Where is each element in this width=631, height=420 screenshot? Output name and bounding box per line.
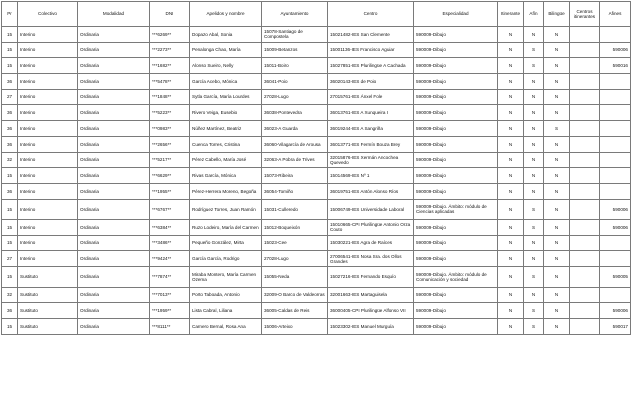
table-row	[2, 105, 631, 121]
cell-afin: N	[524, 168, 544, 184]
cell-bilingue: N	[544, 220, 570, 236]
cell-centros-itinerantes	[570, 267, 600, 288]
cell-centro: 36019244-IES A Sangriña	[328, 121, 414, 137]
cell-colectivo: Sustituto	[18, 267, 78, 288]
cell-modalidad: Ordinaria	[78, 136, 150, 152]
cell-nombre: Rivero Veiga, Eusebio	[190, 105, 262, 121]
cell-ayuntamiento: 15006-Arteixo	[262, 319, 328, 335]
cell-dni: ***9424**	[150, 251, 190, 267]
cell-nombre: Ruzo Lodeiro, María del Carmen	[190, 220, 262, 236]
cell-afines: 590005	[600, 267, 631, 288]
cell-ayuntamiento: 27028-Lugo	[262, 251, 328, 267]
cell-colectivo: Interino	[18, 105, 78, 121]
cell-bilingue: N	[544, 89, 570, 105]
cell-centro: 15021482-IES San Clemente	[328, 27, 414, 43]
cell-ayuntamiento: 36023-A Guarda	[262, 121, 328, 137]
table-row	[2, 89, 631, 105]
cell-pr: 36	[2, 121, 18, 137]
cell-modalidad: Ordinaria	[78, 168, 150, 184]
cell-dni: ***6269**	[150, 27, 190, 43]
cell-centro: 15027216-IES Fernando Esquío	[328, 267, 414, 288]
cell-ayuntamiento: 15078-Santiago de Compostela	[262, 27, 328, 43]
header-colectivo: Colectivo	[18, 2, 78, 27]
cell-afines: 590017	[600, 319, 631, 335]
cell-colectivo: Interino	[18, 58, 78, 74]
cell-centro: 15030221-IES Agra de Raíces	[328, 235, 414, 251]
header-especialidad: Especialidad	[414, 2, 498, 27]
cell-afin: S	[524, 303, 544, 319]
cell-dni: ***5217**	[150, 152, 190, 168]
cell-bilingue: N	[544, 287, 570, 303]
cell-nombre: Dopazo Abal, Sonia	[190, 27, 262, 43]
cell-dni: ***5478**	[150, 74, 190, 90]
cell-afin: S	[524, 42, 544, 58]
cell-bilingue: N	[544, 74, 570, 90]
cell-afines	[600, 74, 631, 90]
table-row	[2, 27, 631, 43]
cell-nombre: Pérez Cabello, María José	[190, 152, 262, 168]
cell-colectivo: Interino	[18, 235, 78, 251]
cell-centros-itinerantes	[570, 251, 600, 267]
table-row	[2, 168, 631, 184]
cell-nombre: Carnero Bernal, Rosa Ana	[190, 319, 262, 335]
cell-centro: 36019751-IES Antón Alonso Ríos	[328, 183, 414, 199]
cell-dni: ***1848**	[150, 89, 190, 105]
table-row	[2, 42, 631, 58]
cell-afines: 590006	[600, 199, 631, 220]
cell-afines: 590006	[600, 303, 631, 319]
cell-afines	[600, 251, 631, 267]
cell-bilingue: N	[544, 27, 570, 43]
table-row	[2, 220, 631, 236]
table-row	[2, 319, 631, 335]
cell-centros-itinerantes	[570, 287, 600, 303]
header-bilingue: Bilingüe	[544, 2, 570, 27]
table-row	[2, 267, 631, 288]
cell-afin: S	[524, 58, 544, 74]
cell-afin: N	[524, 74, 544, 90]
cell-pr: 15	[2, 27, 18, 43]
cell-nombre: García García, Rodrigo	[190, 251, 262, 267]
cell-ayuntamiento: 15023-Cee	[262, 235, 328, 251]
cell-centros-itinerantes	[570, 199, 600, 220]
cell-modalidad: Ordinaria	[78, 58, 150, 74]
cell-afin: N	[524, 287, 544, 303]
header-ayuntamiento: Ayuntamiento	[262, 2, 328, 27]
cell-dni: ***3486**	[150, 235, 190, 251]
cell-colectivo: Interino	[18, 89, 78, 105]
cell-itinerante: N	[498, 267, 524, 288]
cell-afin: N	[524, 152, 544, 168]
table-row	[2, 303, 631, 319]
cell-afin: S	[524, 220, 544, 236]
cell-afin: S	[524, 267, 544, 288]
cell-especialidad: 590009-Dibujo	[414, 152, 498, 168]
cell-colectivo: Interino	[18, 42, 78, 58]
cell-afines	[600, 27, 631, 43]
cell-dni: ***2656**	[150, 136, 190, 152]
cell-modalidad: Ordinaria	[78, 220, 150, 236]
cell-bilingue: S	[544, 121, 570, 137]
header-afines: Afines	[600, 2, 631, 27]
cell-modalidad: Ordinaria	[78, 121, 150, 137]
cell-dni: ***7013**	[150, 287, 190, 303]
cell-centros-itinerantes	[570, 136, 600, 152]
table-row	[2, 199, 631, 220]
cell-centro: 32001663-IES Martaguisela	[328, 287, 414, 303]
cell-afin: N	[524, 121, 544, 137]
cell-centro: 15001136-IES Francisco Aguiar	[328, 42, 414, 58]
cell-nombre: Alonso Sueiro, Nelly	[190, 58, 262, 74]
cell-itinerante: N	[498, 42, 524, 58]
cell-modalidad: Ordinaria	[78, 251, 150, 267]
cell-modalidad: Ordinaria	[78, 267, 150, 288]
cell-modalidad: Ordinaria	[78, 42, 150, 58]
cell-bilingue: N	[544, 105, 570, 121]
cell-dni: ***6384**	[150, 220, 190, 236]
header-dni: DNI	[150, 2, 190, 27]
cell-modalidad: Ordinaria	[78, 105, 150, 121]
cell-centro: 15006749-IES Universidade Laboral	[328, 199, 414, 220]
cell-especialidad: 590009-Dibujo	[414, 121, 498, 137]
cell-especialidad: 590009-Dibujo	[414, 168, 498, 184]
cell-colectivo: Interino	[18, 152, 78, 168]
cell-colectivo: Sustituto	[18, 287, 78, 303]
cell-especialidad: 590009-Dibujo	[414, 220, 498, 236]
cell-ayuntamiento: 15031-Culleredo	[262, 199, 328, 220]
cell-especialidad: 590009-Dibujo	[414, 42, 498, 58]
cell-pr: 36	[2, 183, 18, 199]
cell-itinerante: N	[498, 251, 524, 267]
cell-dni: ***2273**	[150, 42, 190, 58]
cell-afin: N	[524, 235, 544, 251]
cell-afin: N	[524, 251, 544, 267]
cell-nombre: Rodríguez Torres, Juan Ramón	[190, 199, 262, 220]
cell-centros-itinerantes	[570, 27, 600, 43]
cell-centros-itinerantes	[570, 105, 600, 121]
cell-centros-itinerantes	[570, 42, 600, 58]
cell-afin: N	[524, 27, 544, 43]
cell-afin: N	[524, 183, 544, 199]
cell-centro: 15014569-IES Nº 1	[328, 168, 414, 184]
cell-especialidad: 590009-Dibujo	[414, 303, 498, 319]
cell-modalidad: Ordinaria	[78, 319, 150, 335]
cell-dni: ***8111**	[150, 319, 190, 335]
cell-itinerante: N	[498, 168, 524, 184]
table-row	[2, 58, 631, 74]
cell-pr: 27	[2, 251, 18, 267]
cell-colectivo: Sustituto	[18, 319, 78, 335]
cell-pr: 15	[2, 267, 18, 288]
cell-afin: S	[524, 199, 544, 220]
cell-centros-itinerantes	[570, 303, 600, 319]
cell-afines	[600, 121, 631, 137]
cell-dni: ***1959**	[150, 303, 190, 319]
cell-especialidad: 590009-Dibujo	[414, 319, 498, 335]
cell-colectivo: Interino	[18, 183, 78, 199]
cell-colectivo: Interino	[18, 74, 78, 90]
cell-pr: 27	[2, 89, 18, 105]
cell-nombre: Miraba Montero, María Carmen Ozema	[190, 267, 262, 288]
assignments-table	[1, 1, 631, 335]
cell-afines	[600, 152, 631, 168]
cell-centros-itinerantes	[570, 152, 600, 168]
cell-ayuntamiento: 32009-O Barco de Valdeorras	[262, 287, 328, 303]
cell-colectivo: Interino	[18, 27, 78, 43]
cell-centros-itinerantes	[570, 89, 600, 105]
cell-afin: N	[524, 136, 544, 152]
cell-itinerante: N	[498, 136, 524, 152]
cell-centro: 27006541-IES Nosa Sra. dos Ollos Grandes	[328, 251, 414, 267]
header-row	[2, 2, 631, 27]
cell-modalidad: Ordinaria	[78, 235, 150, 251]
cell-centros-itinerantes	[570, 183, 600, 199]
cell-centros-itinerantes	[570, 220, 600, 236]
table-row	[2, 121, 631, 137]
cell-dni: ***0983**	[150, 121, 190, 137]
cell-itinerante: N	[498, 74, 524, 90]
cell-modalidad: Ordinaria	[78, 303, 150, 319]
cell-itinerante: N	[498, 89, 524, 105]
cell-modalidad: Ordinaria	[78, 199, 150, 220]
cell-nombre: Sytla García, María Lourdes	[190, 89, 262, 105]
cell-centro: 27015761-IES Ánxel Fole	[328, 89, 414, 105]
cell-modalidad: Ordinaria	[78, 74, 150, 90]
cell-nombre: Pequeño González, Mirta	[190, 235, 262, 251]
cell-ayuntamiento: 36060-Vilagarcía de Arousa	[262, 136, 328, 152]
cell-dni: ***6629**	[150, 168, 190, 184]
cell-itinerante: N	[498, 303, 524, 319]
cell-pr: 15	[2, 220, 18, 236]
cell-bilingue: N	[544, 251, 570, 267]
cell-pr: 15	[2, 168, 18, 184]
cell-bilingue: N	[544, 168, 570, 184]
cell-afines	[600, 287, 631, 303]
header-pr: Pr	[2, 2, 18, 27]
table-row	[2, 136, 631, 152]
cell-bilingue: N	[544, 303, 570, 319]
cell-ayuntamiento: 36038-Pontevedra	[262, 105, 328, 121]
cell-bilingue: N	[544, 267, 570, 288]
cell-ayuntamiento: 15009-Betanzos	[262, 42, 328, 58]
table-row	[2, 183, 631, 199]
cell-especialidad: 590009-Dibujo	[414, 74, 498, 90]
cell-colectivo: Interino	[18, 136, 78, 152]
cell-ayuntamiento: 36041-Poio	[262, 74, 328, 90]
cell-centro: 15023302-IES Manuel Murguía	[328, 319, 414, 335]
cell-bilingue: N	[544, 319, 570, 335]
table-row	[2, 235, 631, 251]
cell-afines: 590016	[600, 58, 631, 74]
cell-ayuntamiento: 15011-Boiro	[262, 58, 328, 74]
cell-centro: 36000405-CPI Plurilingüe Alfonso VII	[328, 303, 414, 319]
cell-ayuntamiento: 15073-Ribeira	[262, 168, 328, 184]
cell-pr: 15	[2, 235, 18, 251]
cell-nombre: Cuenca Torres, Cristina	[190, 136, 262, 152]
cell-centros-itinerantes	[570, 168, 600, 184]
cell-dni: ***1682**	[150, 58, 190, 74]
cell-itinerante: N	[498, 220, 524, 236]
cell-pr: 15	[2, 58, 18, 74]
cell-especialidad: 590009-Dibujo	[414, 235, 498, 251]
cell-pr: 15	[2, 319, 18, 335]
cell-afines	[600, 168, 631, 184]
cell-itinerante: N	[498, 121, 524, 137]
cell-especialidad: 590009-Dibujo	[414, 136, 498, 152]
cell-pr: 15	[2, 199, 18, 220]
cell-centros-itinerantes	[570, 235, 600, 251]
cell-itinerante: N	[498, 287, 524, 303]
cell-colectivo: Interino	[18, 121, 78, 137]
cell-nombre: Rivas García, Mónica	[190, 168, 262, 184]
cell-pr: 36	[2, 74, 18, 90]
cell-especialidad: 590009-Dibujo	[414, 183, 498, 199]
cell-nombre: García Acebo, Mónica	[190, 74, 262, 90]
cell-modalidad: Ordinaria	[78, 89, 150, 105]
cell-ayuntamiento: 27028-Lugo	[262, 89, 328, 105]
header-nombre: Apelidos y nombre	[190, 2, 262, 27]
cell-afines: 590006	[600, 42, 631, 58]
cell-dni: ***1955**	[150, 183, 190, 199]
cell-dni: ***6767**	[150, 199, 190, 220]
cell-bilingue: N	[544, 58, 570, 74]
cell-pr: 15	[2, 42, 18, 58]
table-row	[2, 152, 631, 168]
cell-afin: S	[524, 319, 544, 335]
cell-ayuntamiento: 15012-Boqueixón	[262, 220, 328, 236]
cell-nombre: Núñez Martínez, Beatriz	[190, 121, 262, 137]
cell-afines	[600, 89, 631, 105]
cell-afines: 590006	[600, 220, 631, 236]
cell-afines	[600, 136, 631, 152]
cell-afin: N	[524, 89, 544, 105]
cell-centro: 32015876-IES Xermán Ancochea Quevedo	[328, 152, 414, 168]
cell-ayuntamiento: 32063-A Pobra de Trives	[262, 152, 328, 168]
cell-itinerante: N	[498, 319, 524, 335]
cell-afin: N	[524, 105, 544, 121]
cell-bilingue: N	[544, 183, 570, 199]
cell-itinerante: N	[498, 58, 524, 74]
cell-ayuntamiento: 36054-Tomiño	[262, 183, 328, 199]
cell-colectivo: Interino	[18, 199, 78, 220]
cell-dni: ***7874**	[150, 267, 190, 288]
cell-especialidad: 590009-Dibujo	[414, 287, 498, 303]
cell-colectivo: Interino	[18, 220, 78, 236]
cell-itinerante: N	[498, 183, 524, 199]
cell-pr: 36	[2, 136, 18, 152]
header-centro: Centro	[328, 2, 414, 27]
cell-itinerante: N	[498, 235, 524, 251]
table-body	[2, 27, 631, 335]
cell-ayuntamiento: 15055-Neda	[262, 267, 328, 288]
cell-modalidad: Ordinaria	[78, 287, 150, 303]
cell-afines	[600, 105, 631, 121]
cell-modalidad: Ordinaria	[78, 183, 150, 199]
cell-modalidad: Ordinaria	[78, 152, 150, 168]
cell-itinerante: N	[498, 27, 524, 43]
cell-centro: 36013771-IES Fermín Bouza Brey	[328, 136, 414, 152]
cell-especialidad: 590009-Dibujo. Ámbito: módulo de Comunicación y sociedad	[414, 267, 498, 288]
table-row	[2, 287, 631, 303]
cell-bilingue: N	[544, 152, 570, 168]
cell-especialidad: 590009-Dibujo. Ámbito: módulo de Ciencias aplicadas	[414, 199, 498, 220]
cell-centro: 15027851-IES Plurilingüe A Cachada	[328, 58, 414, 74]
cell-afines	[600, 183, 631, 199]
cell-pr: 32	[2, 287, 18, 303]
cell-nombre: Penalonga Chao, María	[190, 42, 262, 58]
cell-itinerante: N	[498, 152, 524, 168]
cell-centros-itinerantes	[570, 58, 600, 74]
header-itinerante: Itinerante	[498, 2, 524, 27]
cell-bilingue: N	[544, 136, 570, 152]
cell-dni: ***5223**	[150, 105, 190, 121]
header-modalidad: Modalidad	[78, 2, 150, 27]
cell-especialidad: 590009-Dibujo	[414, 89, 498, 105]
cell-pr: 36	[2, 303, 18, 319]
cell-colectivo: Interino	[18, 251, 78, 267]
cell-bilingue: N	[544, 199, 570, 220]
cell-especialidad: 590009-Dibujo	[414, 58, 498, 74]
cell-pr: 32	[2, 152, 18, 168]
cell-bilingue: N	[544, 235, 570, 251]
cell-nombre: Porto Taboada, Antonio	[190, 287, 262, 303]
header-centros-itinerantes: Centros itinerantes	[570, 2, 600, 27]
cell-centro: 36013761-IES A Xunqueira I	[328, 105, 414, 121]
table-row	[2, 251, 631, 267]
cell-colectivo: Sustituto	[18, 303, 78, 319]
cell-itinerante: N	[498, 199, 524, 220]
cell-pr: 36	[2, 105, 18, 121]
cell-centros-itinerantes	[570, 319, 600, 335]
cell-especialidad: 590009-Dibujo	[414, 105, 498, 121]
header-afin: Afín	[524, 2, 544, 27]
cell-afines	[600, 235, 631, 251]
cell-modalidad: Ordinaria	[78, 27, 150, 43]
cell-nombre: Lista Cabral, Liliana	[190, 303, 262, 319]
cell-bilingue: N	[544, 42, 570, 58]
cell-centros-itinerantes	[570, 74, 600, 90]
cell-nombre: Pérez-Herrera Moreno, Begoña	[190, 183, 262, 199]
cell-especialidad: 590009-Dibujo	[414, 251, 498, 267]
cell-especialidad: 590009-Dibujo	[414, 27, 498, 43]
cell-centro: 36020143-IES de Poio	[328, 74, 414, 90]
cell-ayuntamiento: 36005-Caldas de Reis	[262, 303, 328, 319]
table-row	[2, 74, 631, 90]
cell-colectivo: Interino	[18, 168, 78, 184]
cell-centro: 15010665-CPI Plurilingüe Antonio Orza Couto	[328, 220, 414, 236]
cell-centros-itinerantes	[570, 121, 600, 137]
cell-itinerante: N	[498, 105, 524, 121]
